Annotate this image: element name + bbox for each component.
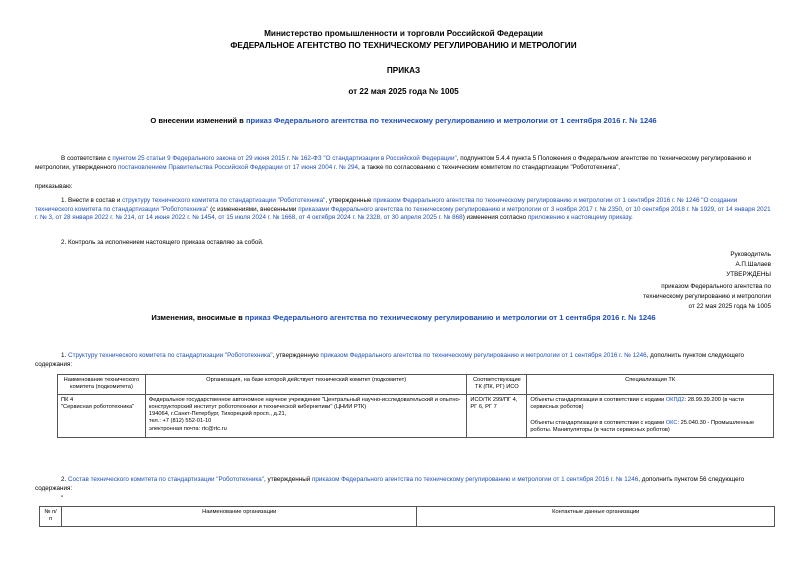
signer-position: Руководитель — [730, 251, 771, 258]
cell-organization: Федеральное государственное автономное научное учреждение "Центральный научно-исследовательский и опытно-конструкторский институт робототехники и технической кибернетики" (ЦНИИ РТК) 194064, г.Санкт-Петербург, Тихорецкий просп., д.21, тел.: +7 (812) 552-01-10 электронная почта: rtc@rtc.ru — [145, 394, 466, 437]
approval-line-1: приказом Федерального агентства по — [661, 283, 771, 290]
tc-structure-link[interactable]: структуру технического комитета по стандартизации "Робототехника" — [122, 197, 326, 204]
federal-law-link[interactable]: пунктом 25 статьи 9 Федерального закона от 29 июня 2015 г. № 162-ФЗ "О стандартизации в Российской Федерации" — [112, 155, 457, 162]
tc-structure-link-2[interactable]: Структуру технического комитета по стандартизации "Робототехника" — [68, 352, 273, 359]
approval-line-3: от 22 мая 2025 года № 1005 — [688, 303, 771, 310]
opening-quote: " — [61, 495, 64, 502]
item-2-paragraph: 2. Контроль за исполнением настоящего приказа оставляю за собой. — [61, 239, 264, 246]
preamble-paragraph: В соответствии с пунктом 25 статьи 9 Федерального закона от 29 июня 2015 г. № 162-ФЗ "О стандартизации в Российской Федерации", подпунктом 5.4.4 пункта 5 Положения о Федеральном агентстве по техническому регулированию и метрологии, утвержденного постановлением Правительства Российской Федерации от 17 июня 2004 г. № 294, а также по согласованию с техническим комитетом по стандартизации "Робототехника", — [35, 155, 752, 171]
document-date: от 22 мая 2025 года № 1005 — [348, 87, 459, 96]
composition-table — [39, 506, 775, 527]
document-title — [0, 116, 807, 125]
title-prefix: О внесении изменений в — [150, 116, 246, 125]
change-2-paragraph: 2. Состав технического комитета по стандартизации "Робототехника", утвержденный приказом Федерального агентства по техническому регулированию и метрологии от 1 сентября 2016 г. № 1246, дополнить пунктом 56 следующего содержания: — [35, 476, 745, 492]
header-org-name: Наименование организации — [61, 507, 417, 527]
ministry-name: Министерство промышленности и торговли Российской Федерации — [264, 29, 543, 38]
header-organization: Организация, на базе которой действует технический комитет (подкомитет) — [145, 375, 466, 395]
header-number: № п/п — [40, 507, 62, 527]
order-1246-link-2[interactable]: приказом Федерального агентства по техническому регулированию и метрологии от 1 сентября 2016 г. № 1246 — [320, 352, 647, 359]
order-word: приказываю: — [35, 183, 73, 190]
okpd2-link[interactable]: ОКПД2 — [665, 396, 685, 403]
cell-iso: ИСО/ТК 299/ПГ 4, РГ 6, РГ 7 — [467, 394, 527, 437]
annex-title: Изменения, вносимые в приказ Федерального агентства по техническому регулированию и метрологии от 1 сентября 2016 г. № 1246 — [151, 313, 656, 322]
item-1-paragraph: 1. Внести в состав и структуру технического комитета по стандартизации "Робототехника", утвержденные приказом Федерального агентства по техническому регулированию и метрологии от 1 сентября 2016 г. № 1246 "О создании технического комитета по стандартизации "Робототехника" (с изменениями, внесенными приказами Федерального агентства по техническому регулированию и метрологии от 3 ноября 2017 г. № 2350, от 10 сентября 2018 г. № 1929, от 14 января 2021 г. № 3, от 28 января 2022 г. № 214, от 14 июня 2022 г. № 1454, от 15 июля 2024 г. № 1668, от 4 октября 2024 г. № 2328, от 30 апреля 2025 г. № 868) изменения согласно приложению к настоящему приказу. — [35, 197, 771, 222]
annex-link[interactable]: приложению к настоящему приказу — [527, 214, 631, 222]
order-1246-link[interactable]: приказом Федерального агентства по техническому регулированию и метрологии от 1 сентября 2016 г. № 1246 "О создании технического комитета по стандартизации "Робототехника" — [35, 197, 738, 213]
change-1-paragraph: 1. Структуру технического комитета по стандартизации "Робототехника", утвержденную приказом Федерального агентства по техническому регулированию и метрологии от 1 сентября 2016 г. № 1246, дополнить пунктом следующего содержания: — [35, 352, 744, 368]
table-row — [58, 394, 774, 437]
agency-name: ФЕДЕРАЛЬНОЕ АГЕНТСТВО ПО ТЕХНИЧЕСКОМУ РЕГУЛИРОВАНИЮ И МЕТРОЛОГИИ — [230, 41, 577, 50]
header-specialization: Специализация ТК — [527, 375, 774, 395]
structure-table — [57, 374, 774, 438]
order-1246-link-3[interactable]: приказом Федерального агентства по техническому регулированию и метрологии от 1 сентября 2016 г. № 1246 — [312, 476, 639, 483]
oks-link[interactable]: ОКС — [665, 420, 678, 427]
government-decree-link[interactable]: постановлением Правительства Российской Федерации от 17 июня 2004 г. № 294 — [118, 163, 358, 171]
cell-specialization: Объекты стандартизации в соответствии с кодами ОКПД2: 28.99.39.200 (в части сервисных роботов) Объекты стандартизации в соответствии с кодами ОКС: 25.040.30 - Промышленные роботы. Манипуляторы (в части сервисных роботов) — [527, 394, 774, 437]
tc-composition-link[interactable]: Состав технического комитета по стандартизации "Робототехника" — [68, 476, 265, 483]
header-tc-name: Наименование технического комитета (подкомитета) — [58, 375, 146, 395]
signer-name: А.П.Шалаев — [735, 261, 771, 268]
approval-line-2: техническому регулированию и метрологии — [643, 293, 771, 300]
annex-title-link[interactable]: приказ Федерального агентства по техническому регулированию и метрологии от 1 сентября 2016 г. № 1246 — [244, 313, 656, 322]
table-header-row — [58, 375, 774, 395]
cell-tc-name: ПК 4 "Сервисная робототехника" — [58, 394, 146, 437]
approval-stamp: УТВЕРЖДЕНЫ — [726, 271, 771, 278]
document-type: ПРИКАЗ — [386, 66, 421, 75]
title-link[interactable]: приказ Федерального агентства по техническому регулированию и метрологии от 1 сентября 2016 г. № 1246 — [245, 116, 657, 125]
header-iso: Соответствующие ТК (ПК, РГ) ИСО — [467, 375, 527, 395]
amending-orders-link[interactable]: приказами Федерального агентства по техническому регулированию и метрологии от 3 ноября 2017 г. № 2350, от 10 сентября 2018 г. № 1929, от 14 января 2021 г. № 3, от 28 января 2022 г. № 214, от 14 июня 2022 г. № 1454, от 15 июля 2024 г. № 1668, от 4 октября 2024 г. № 2328, от 30 апреля 2025 г. № 868 — [35, 205, 771, 222]
table-header-row — [40, 507, 775, 527]
header-contacts: Контактные данные организации — [417, 507, 775, 527]
